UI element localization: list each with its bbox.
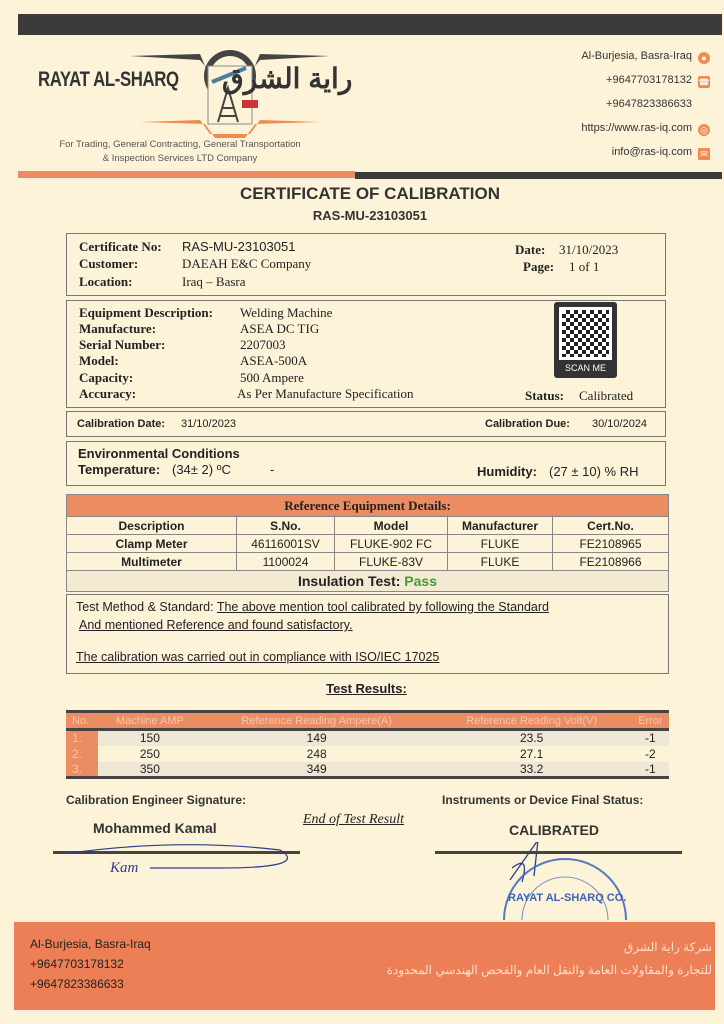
- humidity-label: Humidity:: [477, 464, 537, 479]
- cell-model: FLUKE-902 FC: [335, 535, 448, 553]
- footer-arabic-name: شركة راية الشرق: [623, 940, 712, 954]
- cell-machine-amp: 150: [98, 730, 202, 746]
- svg-text:Kam: Kam: [110, 860, 139, 876]
- reference-equipment-table: [66, 494, 669, 592]
- location-value: Iraq – Basra: [182, 274, 246, 289]
- cell-description: Multimeter: [67, 553, 237, 571]
- col-sno: S.No.: [237, 517, 335, 535]
- environment-title: Environmental Conditions: [78, 446, 240, 461]
- cell-description: Clamp Meter: [67, 535, 237, 553]
- temperature-value: (34± 2) ºC: [172, 462, 231, 477]
- final-status-value: CALIBRATED: [509, 822, 599, 838]
- customer-label: Customer:: [79, 256, 139, 271]
- test-method-label: Test Method & Standard:: [76, 600, 214, 614]
- calibration-due-value: 30/10/2024: [592, 418, 648, 430]
- status-signature-line: [435, 851, 682, 854]
- manufacture-label: Manufacture:: [79, 321, 157, 336]
- date-value: 31/10/2023: [559, 242, 619, 257]
- cell-manufacturer: FLUKE: [448, 535, 553, 553]
- col-description: Description: [67, 517, 237, 535]
- cell-machine-amp: 250: [139, 746, 160, 761]
- cell-cert-no: FE2108966: [553, 553, 669, 571]
- cell-no: 2.: [66, 746, 98, 762]
- capacity-value: 500 Ampere: [240, 370, 304, 385]
- contact-website[interactable]: https://www.ras-iq.com: [581, 122, 692, 134]
- footer-address: Al-Burjesia, Basra-Iraq: [30, 937, 151, 951]
- engineer-handwritten-signature: [60, 840, 300, 880]
- qr-pattern: [559, 307, 612, 360]
- test-method-line-1: The above mention tool calibrated by following the Standard: [216, 600, 549, 614]
- col-machine-amp: Machine AMP: [98, 712, 202, 730]
- engineer-name: Mohammed Kamal: [93, 820, 217, 836]
- cell-ref-volt: 23.5: [432, 730, 632, 746]
- brand-name-ar: راية الشرق: [222, 63, 353, 94]
- cell-manufacturer: FLUKE: [448, 553, 553, 571]
- equipment-box: [66, 300, 666, 408]
- footer-arabic-description: للتجارة والمقاولات العامة والنقل العام والفحص الهندسي المحدودة: [386, 963, 712, 977]
- compliance-statement: The calibration was carried out in compliance with ISO/IEC 17025: [76, 650, 440, 664]
- scan-me-label: SCAN ME: [564, 363, 606, 373]
- globe-icon: ◎: [698, 124, 710, 136]
- calibration-dates-box: [66, 411, 666, 437]
- insulation-test-row: [67, 571, 669, 592]
- cell-ref-ampere: 149: [202, 730, 432, 746]
- end-of-results: End of Test Result: [303, 812, 404, 827]
- contact-phone-2: +9647823386633: [606, 98, 692, 110]
- results-header-row: [66, 712, 669, 730]
- reference-header-row: [67, 517, 669, 535]
- cell-no: 1.: [66, 730, 98, 746]
- table-row: [66, 762, 669, 778]
- cell-error: -1: [632, 730, 669, 746]
- accuracy-label: Accuracy:: [79, 386, 137, 401]
- cell-cert-no: FE2108965: [553, 535, 669, 553]
- cell-ref-ampere: 349: [202, 762, 432, 778]
- model-value: ASEA-500A: [240, 353, 308, 368]
- accuracy-value: As Per Manufacture Specification: [237, 386, 414, 401]
- humidity-value: (27 ± 10) % RH: [549, 464, 639, 479]
- reference-table-title: Reference Equipment Details:: [67, 495, 669, 517]
- test-results-table: [66, 710, 669, 779]
- footer-phone-2: +9647823386633: [30, 977, 124, 991]
- qr-code[interactable]: [554, 302, 617, 378]
- header-bar: [18, 14, 722, 35]
- phone-icon: ☎: [698, 77, 710, 87]
- col-ref-volt: Reference Reading Volt(V): [432, 712, 632, 730]
- col-model: Model: [335, 517, 448, 535]
- tagline-line-1: For Trading, General Contracting, General Transportation: [59, 139, 301, 150]
- equipment-description-value: Welding Machine: [240, 305, 333, 320]
- calibration-date-label: Calibration Date:: [77, 418, 166, 430]
- insulation-result: Pass: [404, 573, 437, 589]
- capacity-label: Capacity:: [79, 370, 134, 385]
- separator-dash: -: [270, 462, 275, 477]
- table-row: [66, 730, 669, 746]
- col-cert-no: Cert.No.: [553, 517, 669, 535]
- table-row: [66, 746, 669, 762]
- test-results-title: Test Results:: [326, 681, 407, 696]
- equipment-description-label: Equipment Description:: [79, 305, 213, 320]
- manufacture-value: ASEA DC TIG: [240, 321, 320, 336]
- engineer-signature-label: Calibration Engineer Signature:: [66, 793, 247, 807]
- cell-no: 3.: [66, 762, 98, 778]
- page-label: Page:: [523, 259, 555, 274]
- footer-phone-1: +9647703178132: [30, 957, 124, 971]
- envelope-icon: ✉: [698, 148, 710, 160]
- location-label: Location:: [79, 274, 133, 289]
- cell-ref-volt: 33.2: [432, 762, 632, 778]
- contact-email[interactable]: info@ras-iq.com: [611, 146, 692, 158]
- table-row: [67, 553, 669, 571]
- cell-sno: 1100024: [237, 553, 335, 571]
- col-error: Error: [632, 712, 669, 730]
- serial-number-value: 2207003: [240, 337, 286, 352]
- cell-model: FLUKE-83V: [335, 553, 448, 571]
- location-pin-icon: ●: [698, 52, 710, 64]
- temperature-label: Temperature:: [78, 462, 161, 477]
- final-status-label: Instruments or Device Final Status:: [442, 793, 644, 807]
- stamp-text: RAYAT AL-SHARQ CO.: [508, 892, 627, 904]
- cert-no-value: RAS-MU-23103051: [182, 239, 296, 254]
- cell-sno: 46116001SV: [237, 535, 335, 553]
- model-label: Model:: [79, 353, 119, 368]
- cell-ref-ampere: 248: [306, 746, 327, 761]
- status-label: Status:: [525, 388, 565, 403]
- divider-dark: [355, 172, 722, 179]
- brand-name-en: RAYAT AL-SHARQ: [38, 68, 179, 91]
- page-value: 1 of 1: [569, 259, 600, 274]
- serial-number-label: Serial Number:: [79, 337, 166, 352]
- certificate-title: CERTIFICATE OF CALIBRATION: [239, 184, 500, 203]
- certificate-number-subtitle: RAS-MU-23103051: [312, 208, 428, 223]
- contact-phone-1: +9647703178132: [606, 74, 692, 86]
- cell-error: -1: [632, 762, 669, 778]
- cert-no-label: Certificate No:: [79, 239, 162, 254]
- col-no: No.: [66, 712, 98, 730]
- table-row: [67, 535, 669, 553]
- calibration-due-label: Calibration Due:: [485, 418, 570, 430]
- cell-machine-amp: 350: [98, 762, 202, 778]
- cell-error: -2: [644, 746, 656, 761]
- cell-ref-volt: 27.1: [519, 746, 544, 761]
- certificate-info-box: [66, 233, 666, 296]
- insulation-label: Insulation Test:: [297, 573, 401, 589]
- customer-value: DAEAH E&C Company: [182, 256, 312, 271]
- date-label: Date:: [515, 242, 546, 257]
- divider-accent: [18, 171, 355, 178]
- tagline: [30, 138, 330, 166]
- environment-box: [66, 441, 666, 486]
- col-ref-ampere: Reference Reading Ampere(A): [202, 712, 432, 730]
- col-manufacturer: Manufacturer: [448, 517, 553, 535]
- test-method-line-2: And mentioned Reference and found satisfactory.: [79, 618, 353, 632]
- calibration-date-value: 31/10/2023: [181, 418, 237, 430]
- tagline-line-2: & Inspection Services LTD Company: [102, 153, 258, 164]
- test-method-box: [66, 594, 669, 674]
- status-value: Calibrated: [579, 388, 634, 403]
- contact-address: Al-Burjesia, Basra-Iraq: [581, 50, 692, 62]
